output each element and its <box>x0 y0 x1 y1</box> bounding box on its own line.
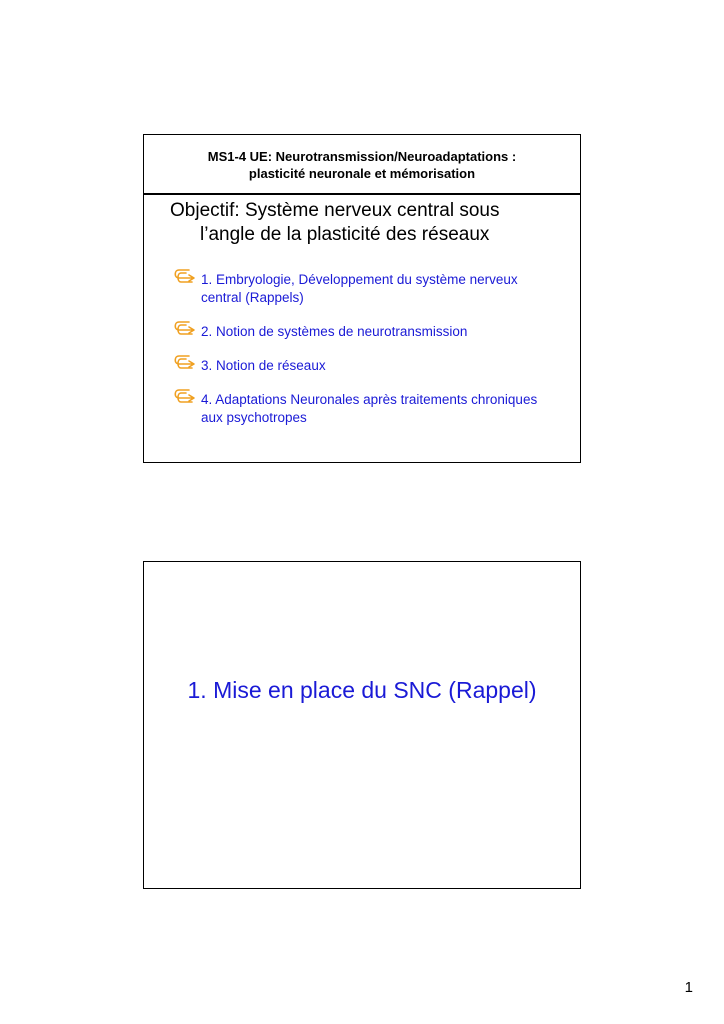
slide-title <box>170 199 570 247</box>
bullet-line-1: 1. Embryologie, Développement du système nerveux <box>201 272 518 287</box>
header-line-2: plasticité neuronale et mémorisation <box>248 165 476 181</box>
list-item <box>172 323 572 341</box>
page-number: 1 <box>684 979 693 996</box>
list-item <box>172 391 572 427</box>
title-line-1: Objectif: Système nerveux central sous <box>170 200 500 221</box>
section-title: 1. Mise en place du SNC (Rappel) <box>187 677 537 703</box>
header-line-1: MS1-4 UE: Neurotransmission/Neuroadaptations : <box>207 148 517 164</box>
curved-arrow-icon <box>172 268 198 288</box>
curved-arrow-icon <box>172 320 198 340</box>
bullet-line-2: aux psychotropes <box>201 410 307 425</box>
slide-2 <box>143 561 581 889</box>
bullet-line-1: 2. Notion de systèmes de neurotransmission <box>201 324 468 339</box>
slide-header <box>144 135 580 195</box>
slide-1 <box>143 134 581 463</box>
curved-arrow-icon <box>172 388 198 408</box>
curved-arrow-icon <box>172 354 198 374</box>
bullet-line-1: 4. Adaptations Neuronales après traitements chroniques <box>201 392 538 407</box>
list-item <box>172 357 572 375</box>
title-line-2: l’angle de la plasticité des réseaux <box>200 224 490 245</box>
objective-list <box>172 271 572 443</box>
list-item <box>172 271 572 307</box>
bullet-line-2: central (Rappels) <box>201 290 304 305</box>
bullet-line-1: 3. Notion de réseaux <box>201 358 326 373</box>
